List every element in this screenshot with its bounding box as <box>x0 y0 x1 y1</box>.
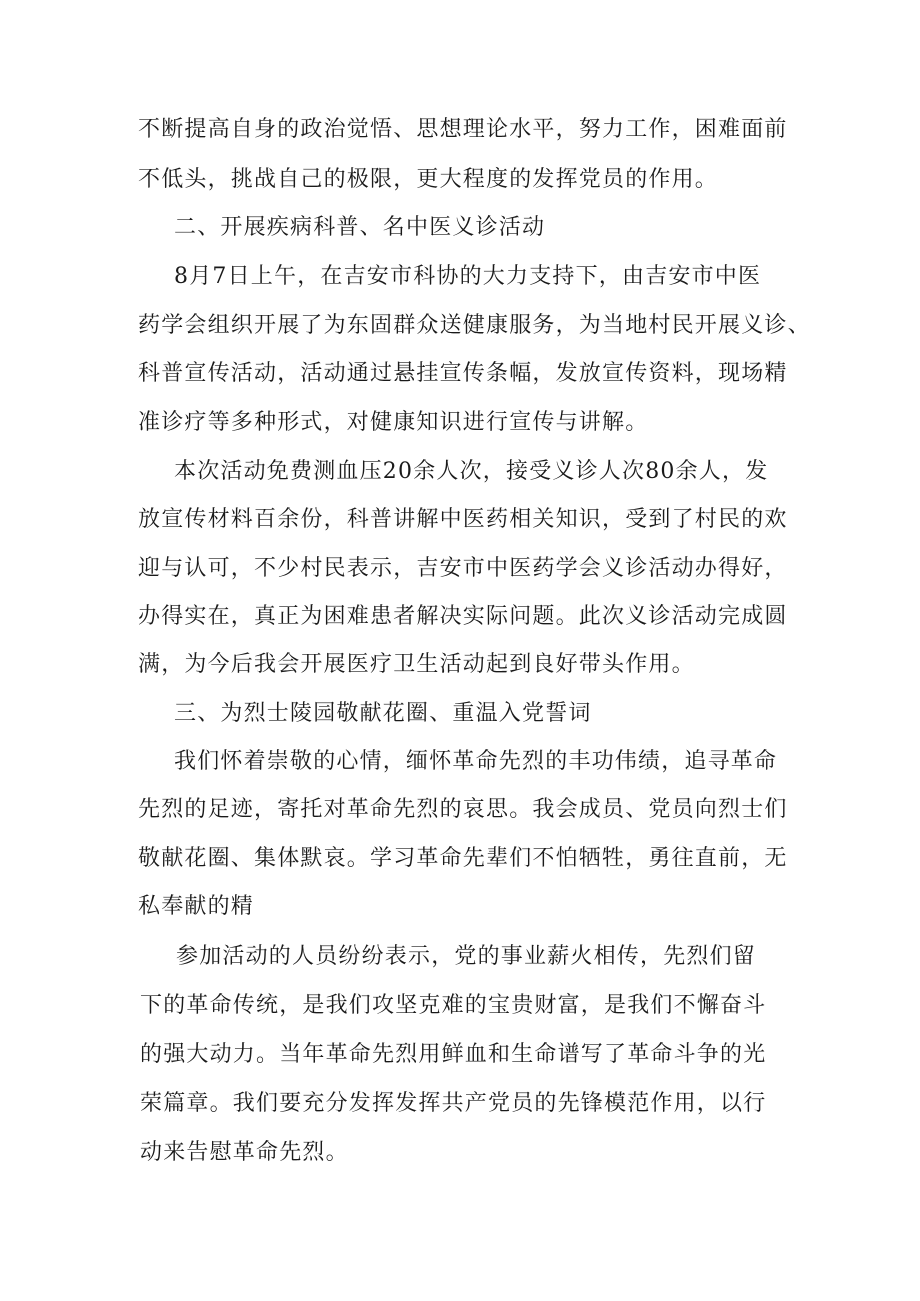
paragraph-line: 迎与认可，不少村民表示，吉安市中医药学会义诊活动办得好， <box>138 556 788 581</box>
paragraph-line: 本次活动免费测血压20余人次，接受义诊人次80余人，发 <box>174 459 769 484</box>
paragraph-line: 准诊疗等多种形式，对健康知识进行宣传与讲解。 <box>138 410 649 435</box>
section-heading: 三、为烈士陵园敬献花圈、重温入党誓词 <box>174 701 592 726</box>
paragraph-line: 荣篇章。我们要充分发挥发挥共产党员的先锋模范作用，以行 <box>140 1091 767 1116</box>
paragraph-line: 下的革命传统，是我们攻坚克难的宝贵财富，是我们不懈奋斗 <box>140 993 767 1018</box>
paragraph-line: 放宣传材料百余份，科普讲解中医药相关知识，受到了村民的欢 <box>138 507 788 532</box>
paragraph-line: 参加活动的人员纷纷表示，党的事业薪火相传，先烈们留 <box>176 944 757 969</box>
paragraph-line: 私奉献的精 <box>138 894 255 919</box>
paragraph-line: 我们怀着崇敬的心情，缅怀革命先烈的丰功伟绩，追寻革命 <box>174 749 778 774</box>
paragraph-line: 药学会组织开展了为东固群众送健康服务，为当地村民开展义诊、 <box>138 313 811 338</box>
paragraph-line: 满，为今后我会开展医疗卫生活动起到良好带头作用。 <box>138 652 695 677</box>
paragraph-line: 不断提高自身的政治觉悟、思想理论水平，努力工作，困难面前 <box>138 117 788 142</box>
paragraph-line: 先烈的足迹，寄托对革命先烈的哀思。我会成员、党员向烈士们 <box>138 797 788 822</box>
paragraph-line: 敬献花圈、集体默哀。学习革命先辈们不怕牺牲，勇往直前，无 <box>138 846 788 871</box>
paragraph-line: 动来告慰革命先烈。 <box>140 1140 349 1165</box>
paragraph-line: 8月7日上午，在吉安市科协的大力支持下，由吉安市中医 <box>174 264 762 289</box>
paragraph-line: 办得实在，真正为困难患者解决实际问题。此次义诊活动完成圆 <box>138 604 788 629</box>
section-heading: 二、开展疾病科普、名中医义诊活动 <box>174 215 546 240</box>
paragraph-line: 不低头，挑战自己的极限，更大程度的发挥党员的作用。 <box>138 167 719 192</box>
paragraph-line: 科普宣传活动，活动通过悬挂宣传条幅，发放宣传资料，现场精 <box>138 361 788 386</box>
paragraph-line: 的强大动力。当年革命先烈用鲜血和生命谱写了革命斗争的光 <box>140 1042 767 1067</box>
